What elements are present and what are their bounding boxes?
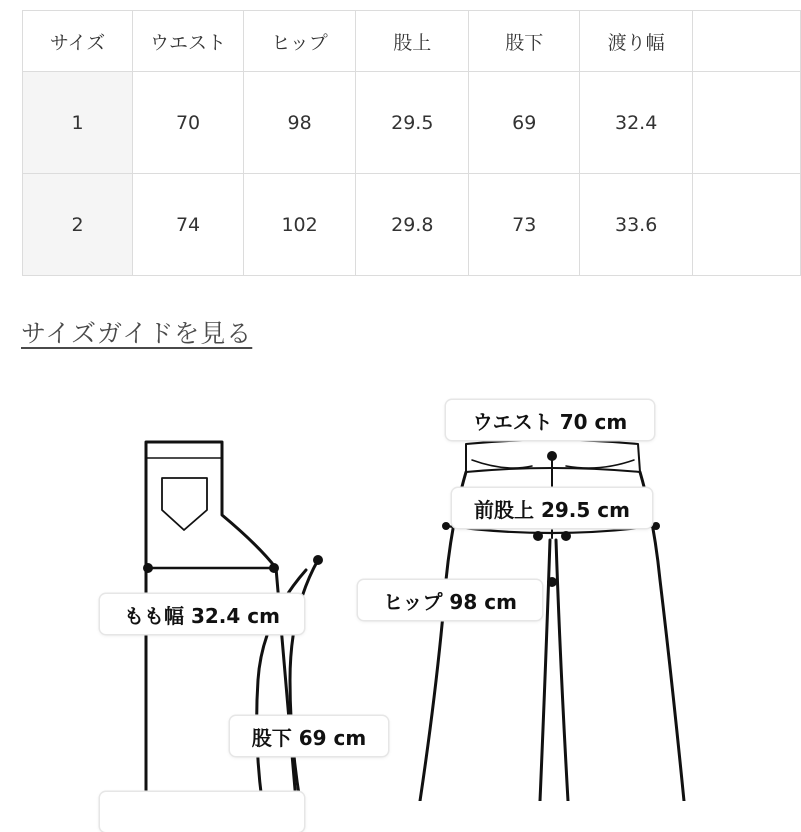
table-row: [23, 72, 801, 174]
back-pocket: [162, 478, 207, 530]
header-rise: 股上: [356, 11, 469, 72]
size-cell: 1: [23, 72, 133, 174]
waist-label: [446, 400, 654, 440]
front-pocket-left: [472, 460, 532, 468]
thigh-width-label: [100, 594, 304, 634]
waist-cell: 70: [133, 72, 244, 174]
waist-cell: 74: [133, 174, 244, 276]
header-thigh-width: 渡り幅: [580, 11, 693, 72]
hip-cell: 102: [243, 174, 355, 276]
front-pocket-right: [566, 460, 634, 468]
hip-point: [547, 577, 557, 587]
header-inseam: 股下: [469, 11, 580, 72]
overflow-cell: [693, 72, 801, 174]
header-waist: ウエスト: [133, 11, 244, 72]
rise-cell: 29.8: [356, 174, 469, 276]
hip-cell: 98: [243, 72, 355, 174]
rise-cell: 29.5: [356, 72, 469, 174]
size-table: [22, 10, 801, 276]
size-table-container: [22, 10, 801, 276]
measurement-diagram: [0, 380, 801, 801]
header-hip: ヒップ: [243, 11, 355, 72]
thigh-width-label-text: もも幅 32.4 cm: [124, 603, 280, 628]
front-rise-label-text: 前股上 29.5 cm: [474, 497, 630, 522]
front-rise-label: [452, 488, 652, 528]
front-view-crotch-right: [556, 540, 568, 801]
table-row: [23, 174, 801, 276]
size-cell: 2: [23, 174, 133, 276]
waist-point: [547, 451, 557, 461]
hip-measure-end-right: [652, 522, 660, 530]
header-overflow-column: [693, 11, 801, 72]
overflow-cell: [693, 174, 801, 276]
thigh-width-cell: 33.6: [580, 174, 693, 276]
inseam-cell: 69: [469, 72, 580, 174]
thigh-point-left: [143, 563, 153, 573]
thigh-point-right: [269, 563, 279, 573]
table-header-row: [23, 11, 801, 72]
size-guide-link[interactable]: サイズガイドを見る: [21, 319, 253, 348]
hip-measure-end-left: [442, 522, 450, 530]
thigh-width-cell: 32.4: [580, 72, 693, 174]
inseam-label-text: 股下 69 cm: [251, 725, 367, 750]
header-size: サイズ: [23, 11, 133, 72]
hip-label: [358, 580, 542, 620]
inseam-top-point: [313, 555, 323, 565]
waist-label-text: ウエスト 70 cm: [472, 409, 628, 434]
inseam-cell: 73: [469, 174, 580, 276]
inseam-label: [230, 716, 388, 756]
cut-off-label: [100, 792, 304, 832]
hip-label-text: ヒップ 98 cm: [383, 589, 517, 614]
